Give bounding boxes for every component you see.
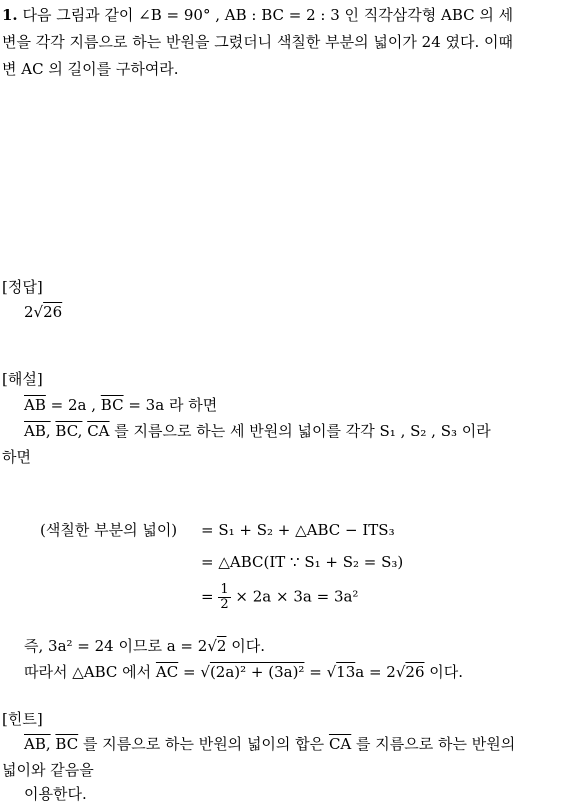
hint-segment-ab: AB,: [24, 735, 51, 753]
hint-line-1: [24, 731, 573, 757]
sqrt-sign: √: [33, 303, 44, 321]
conclusion-1-text: 즉, 3a² = 24 이므로 a = 2: [24, 637, 208, 655]
fraction-denominator: 2: [220, 597, 229, 612]
segment-bc: $\overline{BC}$: [100, 396, 124, 414]
conclusion-line-1: [24, 633, 573, 659]
solution-label: [해설]: [2, 370, 43, 388]
answer-label: [정답]: [2, 278, 43, 296]
conclusion-2-eq: =: [183, 663, 196, 681]
segment-ac: $\overline{AC}$: [155, 663, 179, 681]
answer-value: [24, 299, 573, 325]
answer-coefficient: 2: [24, 303, 34, 321]
solution-line-2-text: 를 지름으로 하는 세 반원의 넓이를 각각 S₁ , S₂ , S₃ 이라: [114, 422, 491, 440]
eq3-rest: × 2a × 3a = 3a²: [235, 587, 359, 606]
eq3-equals: =: [201, 587, 214, 606]
segment-ab-2: AB,: [24, 422, 51, 440]
hint-label: [힌트]: [2, 710, 43, 728]
problem-line-1: [2, 2, 573, 28]
equation-line-3: [201, 583, 358, 612]
conclusion-2-eq2: =: [309, 663, 322, 681]
hint-text-2: 를 지름으로 하는 반원의: [356, 735, 516, 753]
hint-line-3: 이용한다.: [24, 785, 87, 803]
conclusion-2-prefix: 따라서 △ABC 에서: [24, 663, 152, 681]
conclusion-2-tail: 이다.: [429, 663, 464, 681]
conclusion-line-2: [24, 659, 573, 685]
conclusion-1-radicand: 2: [216, 637, 227, 655]
segment-ca-2: $\overline{CA}$: [87, 422, 110, 440]
conclusion-2-radicand-1: (2a)² + (3a)²: [209, 663, 305, 681]
solution-line-2: [24, 418, 573, 444]
sqrt-sign: √: [200, 663, 210, 681]
problem-line-2: 변을 각각 지름으로 하는 반원을 그렸더니 색칠한 부분의 넓이가 24 였다. 이때: [2, 33, 514, 51]
solution-line-3: 하면: [2, 448, 31, 466]
conclusion-2-radicand-3: 26: [405, 663, 425, 681]
hint-text-1: 를 지름으로 하는 반원의 넓이의 합은: [82, 735, 325, 753]
sqrt-sign: √: [326, 663, 337, 681]
problem-line-3: 변 AC 의 길이를 구하여라.: [2, 60, 179, 78]
problem-text-1: 다음 그림과 같이 ∠B = 90° , AB : BC = 2 : 3 인 직각삼각형 ABC 의 세: [22, 6, 514, 24]
conclusion-1-tail: 이다.: [231, 637, 265, 655]
solution-line-1-tail: 라 하면: [168, 396, 218, 414]
equation-line-1: = S₁ + S₂ + △ABC − ITS₃: [201, 521, 395, 539]
sqrt-sign: √: [207, 637, 217, 655]
solution-line-1: [24, 392, 573, 418]
answer-radicand: 26: [43, 303, 63, 321]
problem-number: 1.: [2, 6, 18, 24]
hint-segment-bc: $\overline{BC}$: [55, 735, 79, 753]
hint-segment-ca: $\overline{CA}$: [328, 735, 352, 753]
equation-left: (색칠한 부분의 넓이): [40, 521, 178, 539]
conclusion-2-radicand-2: 13: [336, 663, 356, 681]
equation-line-2: = △ABC(IT ∵ S₁ + S₂ = S₃): [201, 553, 404, 571]
hint-line-2: 넓이와 같음을: [2, 761, 94, 779]
fraction-numerator: 1: [220, 582, 229, 597]
fraction-one-half: [218, 583, 230, 612]
sqrt-sign: √: [395, 663, 406, 681]
eq-bc: = 3a: [128, 396, 165, 414]
segment-bc-2: BC,: [55, 422, 83, 440]
segment-ab: $\overline{AB}$: [24, 396, 46, 414]
conclusion-2-mid: a = 2: [355, 663, 396, 681]
eq-ab: = 2a ,: [50, 396, 96, 414]
